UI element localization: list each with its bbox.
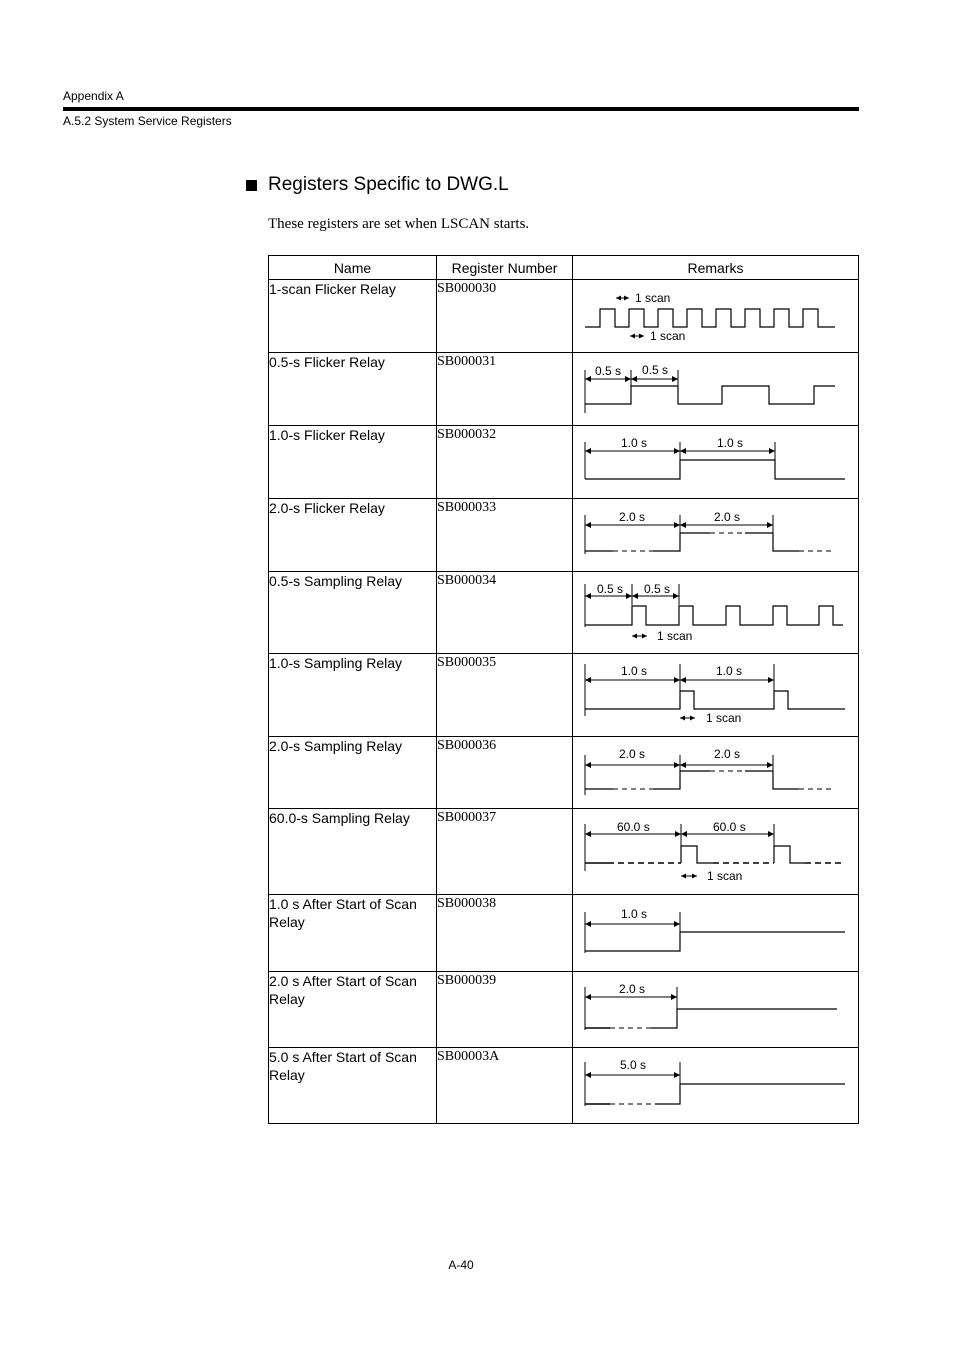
register-number: SB000033: [437, 499, 573, 572]
diagram-label: 1 scan: [706, 711, 742, 725]
register-number: SB00003A: [437, 1048, 573, 1124]
timing-diagram-cell: [573, 499, 859, 572]
table-row: [269, 426, 859, 499]
register-name: 1.0-s Flicker Relay: [269, 426, 437, 499]
register-name: 1.0-s Sampling Relay: [269, 654, 437, 737]
diagram-label: 1.0 s: [621, 907, 648, 921]
register-number: SB000034: [437, 572, 573, 654]
diagram-label: 0.5 s: [595, 364, 622, 378]
table-row: [269, 809, 859, 895]
register-number: SB000032: [437, 426, 573, 499]
section-title-text: Registers Specific to DWG.L: [268, 174, 509, 195]
register-name: 2.0 s After Start of Scan Relay: [269, 972, 437, 1048]
diagram-label: 2.0 s: [714, 510, 741, 524]
diagram-label: 0.5 s: [642, 363, 669, 377]
timing-diagram-cell: [573, 895, 859, 972]
diagram-label: 60.0 s: [713, 820, 746, 834]
timing-diagram: [573, 895, 858, 970]
timing-diagram-cell: [573, 972, 859, 1048]
table-row: [269, 972, 859, 1048]
register-name: 2.0-s Sampling Relay: [269, 737, 437, 809]
diagram-label: 1 scan: [650, 329, 686, 343]
timing-diagram-cell: [573, 1048, 859, 1124]
diagram-label: 1.0 s: [716, 664, 743, 678]
timing-diagram: [573, 499, 858, 571]
timing-diagram: [573, 572, 858, 652]
column-header-name: Name: [269, 256, 437, 280]
diagram-label: 1.0 s: [717, 436, 744, 450]
running-header-section: A.5.2 System Service Registers: [63, 114, 232, 128]
register-name: 0.5-s Sampling Relay: [269, 572, 437, 654]
diagram-label: 60.0 s: [617, 820, 650, 834]
timing-diagram-cell: [573, 280, 859, 353]
section-title: [246, 174, 509, 196]
timing-diagram: [573, 809, 858, 893]
register-number: SB000035: [437, 654, 573, 737]
timing-diagram-cell: [573, 426, 859, 499]
diagram-label: 1 scan: [635, 291, 671, 305]
diagram-label: 0.5 s: [597, 582, 624, 596]
table-row: [269, 572, 859, 654]
timing-diagram: [573, 737, 858, 807]
diagram-label: 2.0 s: [714, 747, 741, 761]
running-header-appendix: Appendix A: [63, 89, 124, 103]
register-name: 1-scan Flicker Relay: [269, 280, 437, 353]
register-name: 5.0 s After Start of Scan Relay: [269, 1048, 437, 1124]
table-row: [269, 1048, 859, 1124]
register-name: 2.0-s Flicker Relay: [269, 499, 437, 572]
square-bullet-icon: [246, 180, 257, 191]
timing-diagram: [573, 426, 858, 498]
register-number: SB000039: [437, 972, 573, 1048]
diagram-label: 2.0 s: [619, 510, 646, 524]
diagram-label: 2.0 s: [619, 982, 646, 996]
diagram-label: 1 scan: [707, 869, 743, 883]
register-number: SB000037: [437, 809, 573, 895]
register-number: SB000030: [437, 280, 573, 353]
timing-diagram-cell: [573, 353, 859, 426]
table-row: [269, 353, 859, 426]
timing-diagram-cell: [573, 809, 859, 895]
page-number: A-40: [448, 1258, 474, 1272]
table-row: [269, 499, 859, 572]
registers-table: [268, 255, 859, 1124]
intro-text: These registers are set when LSCAN starts.: [268, 216, 530, 232]
header-rule: [63, 107, 859, 111]
register-number: SB000038: [437, 895, 573, 972]
timing-diagram: [573, 1048, 858, 1122]
timing-diagram-cell: [573, 654, 859, 737]
table-row: [269, 280, 859, 353]
diagram-label: 1.0 s: [621, 436, 648, 450]
diagram-label: 0.5 s: [644, 582, 671, 596]
register-name: 1.0 s After Start of Scan Relay: [269, 895, 437, 972]
diagram-label: 1.0 s: [621, 664, 648, 678]
register-name: 0.5-s Flicker Relay: [269, 353, 437, 426]
table-header-row: [269, 256, 859, 280]
diagram-label: 5.0 s: [620, 1058, 647, 1072]
register-name: 60.0-s Sampling Relay: [269, 809, 437, 895]
timing-diagram-cell: [573, 737, 859, 809]
timing-diagram: [573, 353, 858, 425]
diagram-label: 1 scan: [657, 629, 693, 643]
timing-diagram: [573, 280, 858, 352]
column-header-register: Register Number: [437, 256, 573, 280]
table-row: [269, 895, 859, 972]
column-header-remarks: Remarks: [573, 256, 859, 280]
timing-diagram: [573, 972, 858, 1046]
table-row: [269, 654, 859, 737]
timing-diagram-cell: [573, 572, 859, 654]
diagram-label: 2.0 s: [619, 747, 646, 761]
register-number: SB000031: [437, 353, 573, 426]
table-row: [269, 737, 859, 809]
timing-diagram: [573, 654, 858, 736]
register-number: SB000036: [437, 737, 573, 809]
